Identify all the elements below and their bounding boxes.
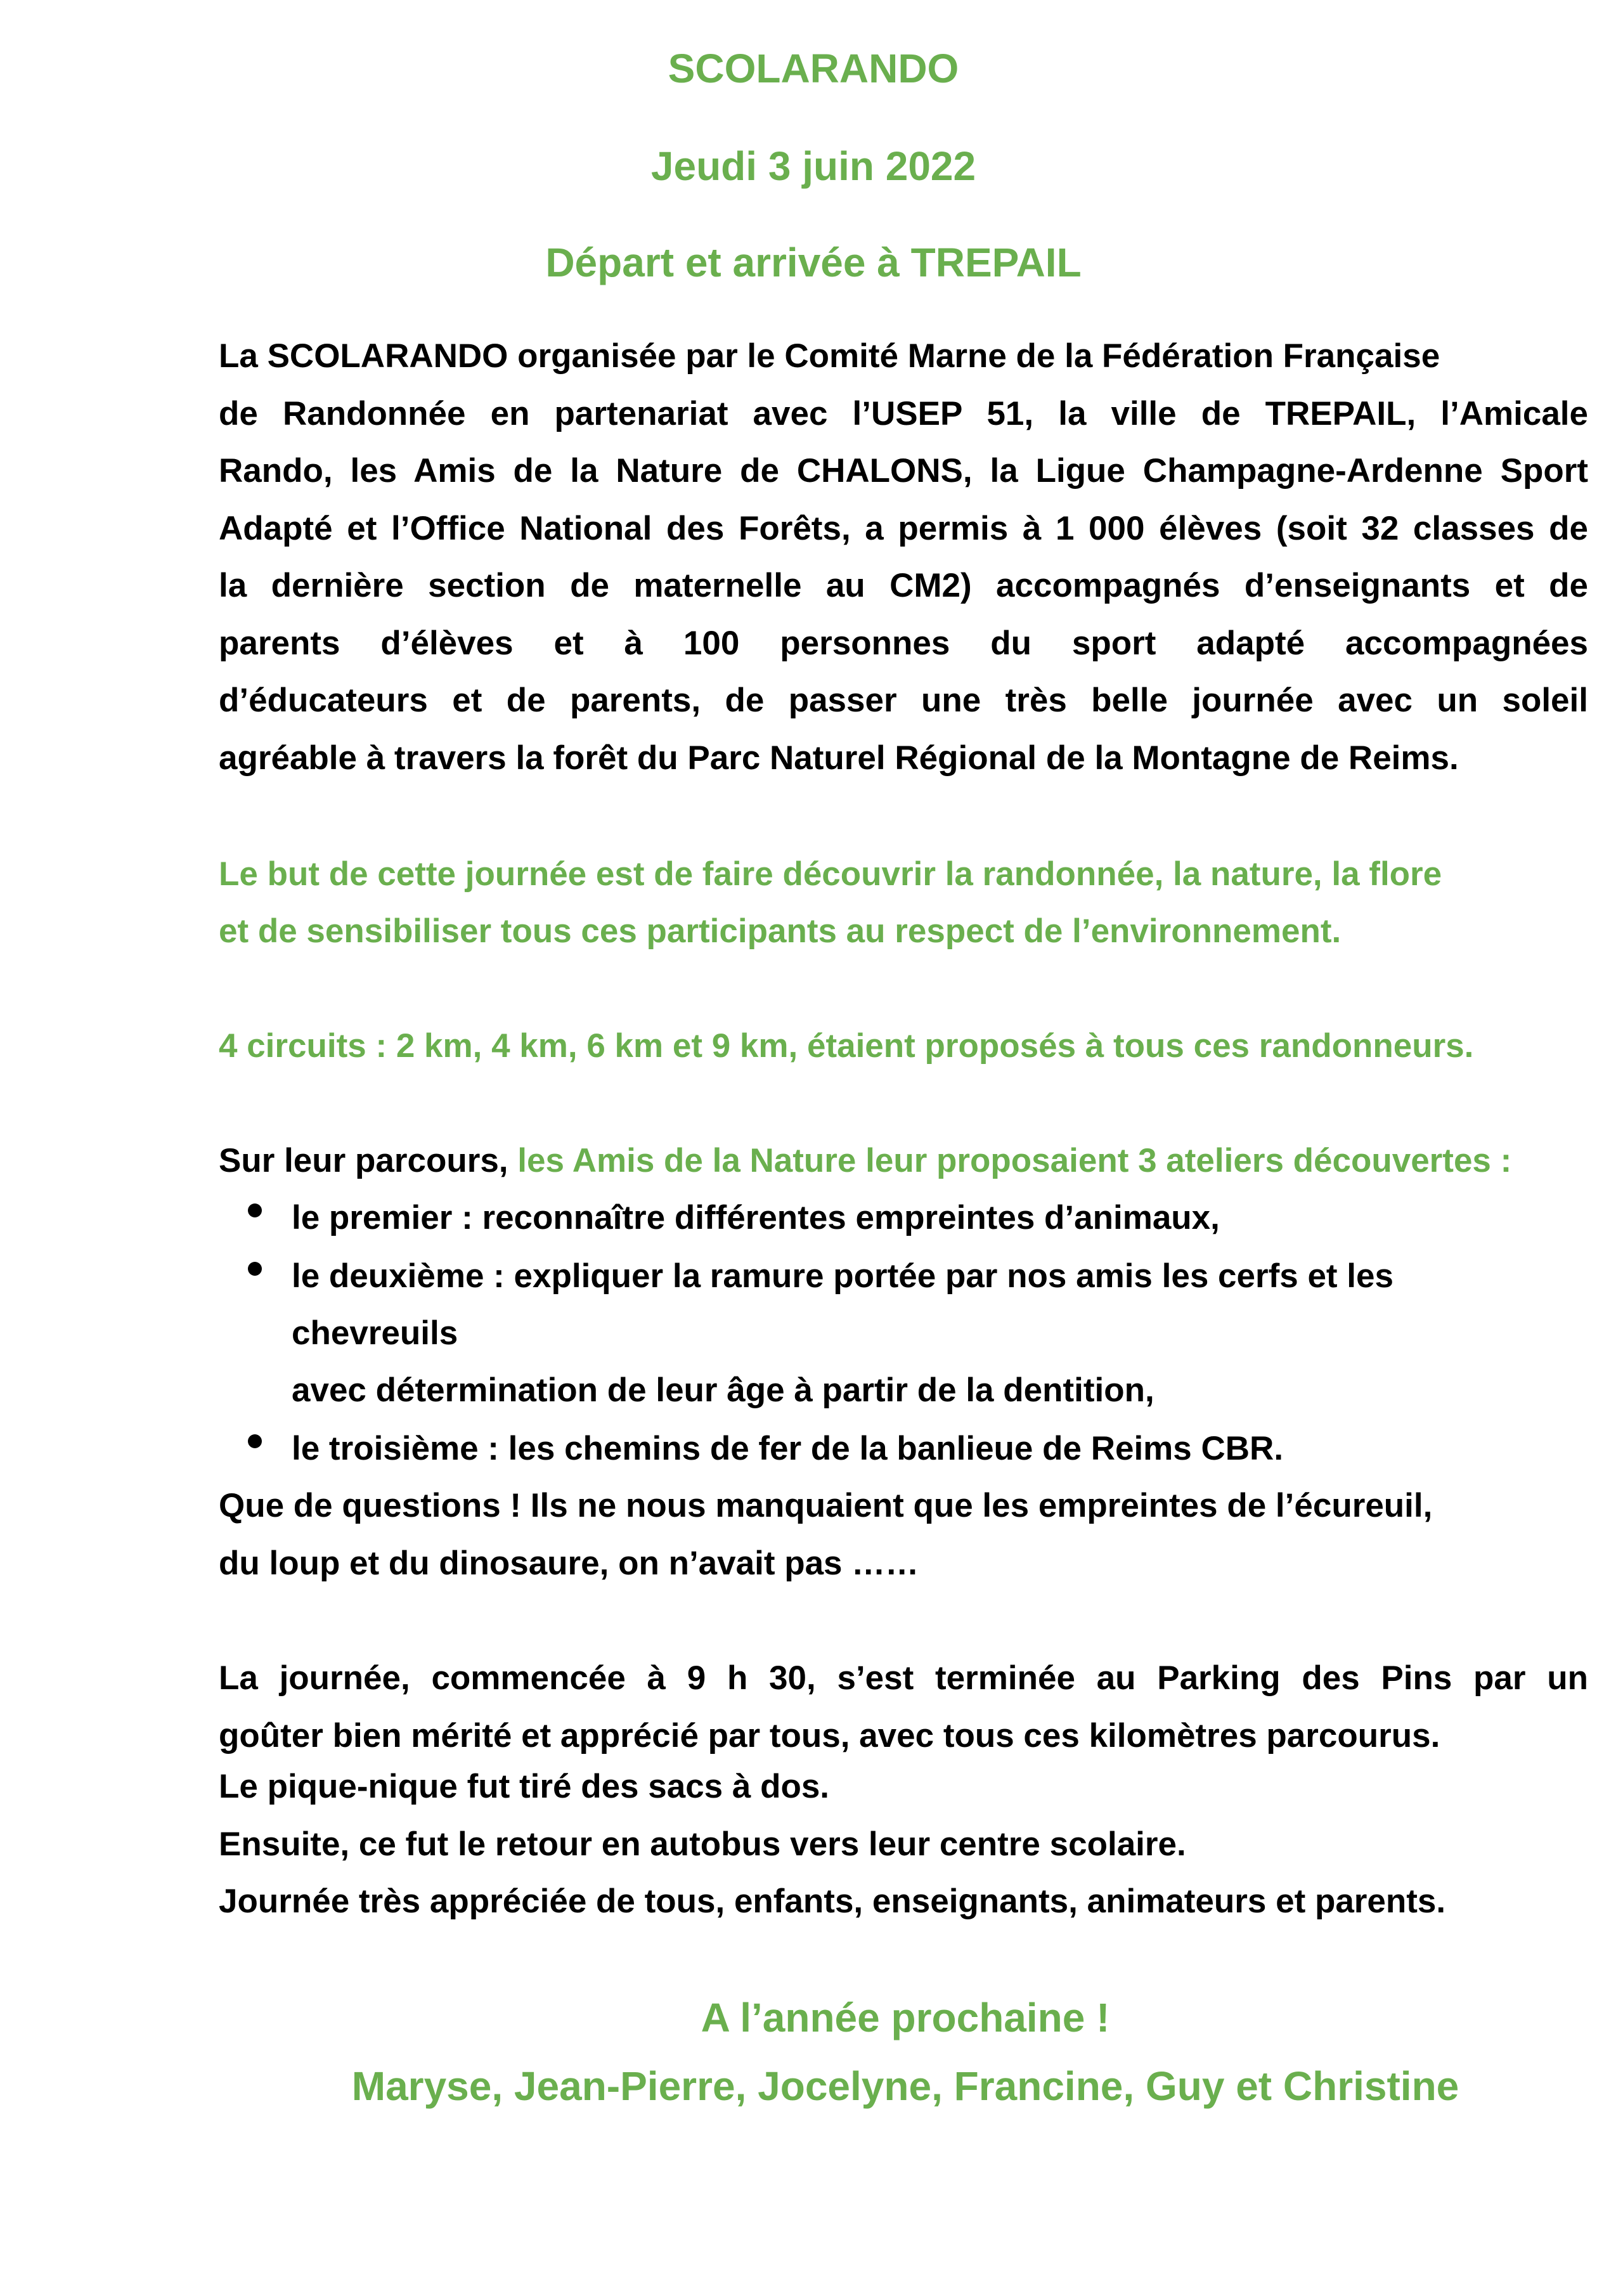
workshop-item-2-line-2: chevreuils bbox=[292, 1314, 458, 1352]
bullet-icon bbox=[248, 1203, 262, 1217]
farewell: A l’année prochaine ! bbox=[701, 1995, 1110, 2040]
intro-paragraph bbox=[219, 328, 1588, 787]
goal-line-1: Le but de cette journée est de faire découvrir la randonnée, la nature, la flore bbox=[219, 855, 1442, 893]
signatures: Maryse, Jean-Pierre, Jocelyne, Francine, Guy et Christine bbox=[351, 2063, 1459, 2109]
workshop-item-1: le premier : reconnaître différentes empreintes d’animaux, bbox=[292, 1199, 1220, 1236]
intro-line: La SCOLARANDO organisée par le Comité Marne de la Fédération Française bbox=[219, 337, 1440, 375]
day-line: La journée, commencée à 9 h 30, s’est terminée au Parking des Pins par un bbox=[219, 1659, 1588, 1697]
workshops-intro-black: Sur leur parcours, bbox=[219, 1142, 518, 1179]
intro-line: de Randonnée en partenariat avec l’USEP 51, la ville de TREPAIL, l’Amicale bbox=[219, 394, 1588, 432]
workshops-intro-green: les Amis de la Nature leur proposaient 3 ateliers découvertes : bbox=[517, 1142, 1512, 1179]
bullet-icon bbox=[248, 1434, 262, 1448]
day-line: goûter bien mérité et apprécié par tous, avec tous ces kilomètres parcourus. bbox=[219, 1716, 1440, 1754]
event-location: Départ et arrivée à TREPAIL bbox=[545, 240, 1082, 285]
questions-line-1: Que de questions ! Ils ne nous manquaient que les empreintes de l’écureuil, bbox=[219, 1487, 1433, 1524]
event-title: SCOLARANDO bbox=[668, 46, 959, 91]
bullet-icon bbox=[248, 1262, 262, 1276]
workshop-item-2-line-1: le deuxième : expliquer la ramure portée par nos amis les cerfs et les bbox=[292, 1257, 1393, 1295]
day-paragraph bbox=[219, 1650, 1588, 1765]
intro-line: d’éducateurs et de parents, de passer une très belle journée avec un soleil bbox=[219, 682, 1588, 719]
circuits-text: 4 circuits : 2 km, 4 km, 6 km et 9 km, étaient proposés à tous ces randonneurs. bbox=[219, 1027, 1474, 1065]
workshop-item-3: le troisième : les chemins de fer de la banlieue de Reims CBR. bbox=[292, 1430, 1284, 1467]
event-date: Jeudi 3 juin 2022 bbox=[650, 143, 976, 189]
questions-line-2: du loup et du dinosaure, on n’avait pas …… bbox=[219, 1545, 919, 1582]
intro-line: Rando, les Amis de la Nature de CHALONS, la Ligue Champagne-Ardenne Sport bbox=[219, 452, 1588, 490]
intro-line: la dernière section de maternelle au CM2) accompagnés d’enseignants et de bbox=[219, 567, 1588, 604]
day-line-3: Le pique-nique fut tiré des sacs à dos. bbox=[219, 1768, 830, 1805]
day-line-4: Ensuite, ce fut le retour en autobus vers leur centre scolaire. bbox=[219, 1826, 1186, 1863]
day-line-5: Journée très appréciée de tous, enfants, enseignants, animateurs et parents. bbox=[219, 1883, 1446, 1920]
intro-line: Adapté et l’Office National des Forêts, a permis à 1 000 élèves (soit 32 classes de bbox=[219, 509, 1588, 547]
intro-line: agréable à travers la forêt du Parc Naturel Régional de la Montagne de Reims. bbox=[219, 739, 1459, 777]
workshop-item-2-line-3: avec détermination de leur âge à partir de la dentition, bbox=[292, 1372, 1154, 1409]
intro-line: parents d’élèves et à 100 personnes du sport adapté accompagnées bbox=[219, 624, 1588, 662]
goal-line-2: et de sensibiliser tous ces participants au respect de l’environnement. bbox=[219, 912, 1342, 950]
workshops-intro bbox=[219, 1139, 1511, 1183]
